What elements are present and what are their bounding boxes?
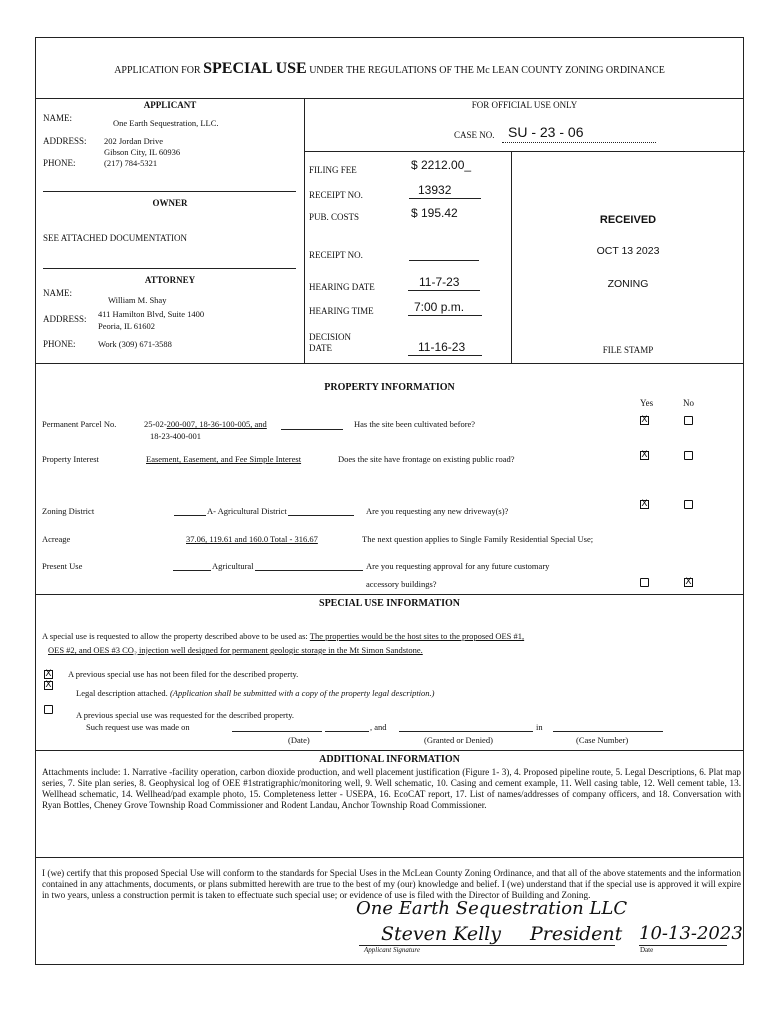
hearing-time-value: 7:00 p.m.: [414, 300, 465, 314]
attorney-name-label: NAME:: [43, 288, 72, 298]
no-previous-filing-checkbox[interactable]: X: [45, 669, 52, 679]
application-form: [35, 37, 744, 965]
attorney-address-label: ADDRESS:: [43, 314, 87, 324]
signature-caption: Applicant Signature: [364, 946, 420, 954]
divider: [43, 191, 296, 192]
parcel-label: Permanent Parcel No.: [42, 419, 117, 429]
case-number-caption: (Case Number): [576, 735, 629, 745]
certification-text: I (we) certify that this proposed Special Use will conform to the standards for Special Uses in the McLean County Zoning Ordinance, and that all of the above statements and the information contained in any attachments, documents, or plans submitted herewith are true to the best of my (our) knowledge and belief. I (we) understand that if the special use is approved it will expire in two years, unless a construction permit is taken to effectuate such special use; or evidence of use is filed with the Director of Building and Zoning.: [42, 868, 741, 900]
divider: [511, 151, 512, 363]
applicant-address-line2: Gibson City, IL 60936: [104, 147, 181, 157]
divider: [36, 857, 743, 858]
filing-fee-label: FILING FEE: [309, 165, 357, 175]
hearing-date-value: 11-7-23: [419, 275, 460, 289]
receipt-no-line: [409, 198, 481, 199]
acreage-value: 37.06, 119.61 and 160.0 Total - 316.67: [186, 534, 318, 544]
q-accessory-no-checkbox[interactable]: X: [685, 577, 692, 587]
granted-denied-field[interactable]: [399, 731, 533, 732]
interest-label: Property Interest: [42, 454, 99, 464]
divider: [36, 750, 743, 751]
granted-caption: (Granted or Denied): [424, 735, 493, 745]
file-stamp-label: FILE STAMP: [602, 345, 654, 355]
zoning-value: A- Agricultural District: [207, 506, 287, 516]
divider: [304, 151, 745, 152]
legal-description-text: Legal description attached. (Application shall be submitted with a copy of the property legal description.): [76, 688, 435, 698]
q-accessory-line1: Are you requesting approval for any future customary: [366, 561, 550, 571]
present-use-line: [173, 570, 363, 571]
special-use-request-line1: A special use is requested to allow the property described above to be used as: The properties would be the host sites to the proposed OES #1,: [42, 631, 525, 641]
receipt-no2-label: RECEIPT NO.: [309, 250, 363, 260]
parcel-line: [281, 429, 343, 430]
applicant-name: One Earth Sequestration, LLC.: [113, 118, 219, 128]
q-frontage-yes-checkbox[interactable]: X: [641, 450, 648, 460]
date-label: Date: [640, 946, 654, 954]
hearing-time-label: HEARING TIME: [309, 306, 374, 316]
property-heading: PROPERTY INFORMATION: [324, 382, 455, 393]
company-signature: One Earth Sequestration LLC: [356, 898, 628, 919]
no-previous-filing-text: A previous special use has not been filed for the described property.: [68, 669, 299, 679]
zoning-label: Zoning District: [42, 506, 95, 516]
filing-fee-value: $ 2212.00_: [411, 158, 472, 172]
made-in-label: in: [536, 722, 543, 732]
parcel-line1: 25-02-200-007, 18-36-100-005, and: [144, 419, 267, 429]
official-heading: FOR OFFICIAL USE ONLY: [471, 100, 578, 110]
made-and-label: , and: [370, 722, 387, 732]
hearing-date-line: [408, 290, 480, 291]
receipt-no-label: RECEIPT NO.: [309, 190, 363, 200]
divider: [36, 98, 743, 99]
pub-costs-value: $ 195.42: [411, 206, 458, 220]
signer-title: President: [530, 923, 623, 945]
q-driveway: Are you requesting any new driveway(s)?: [366, 506, 509, 516]
decision-date-value: 11-16-23: [418, 340, 466, 354]
made-on-label: Such request use was made on: [86, 722, 190, 732]
no-label: No: [683, 398, 694, 408]
divider: [43, 268, 296, 269]
stamp-received: RECEIVED: [599, 214, 657, 226]
stamp-zoning: ZONING: [607, 278, 649, 290]
parcel-line2: 18-23-400-001: [150, 431, 201, 441]
acreage-label: Acreage: [42, 534, 71, 544]
applicant-phone-label: PHONE:: [43, 158, 76, 168]
hearing-date-label: HEARING DATE: [309, 282, 375, 292]
case-number-field[interactable]: [553, 731, 663, 732]
previous-request-text: A previous special use was requested for the described property.: [76, 710, 295, 720]
divider: [36, 363, 743, 364]
signature-date: 10-13-2023: [639, 923, 743, 944]
attorney-phone-label: PHONE:: [43, 339, 76, 349]
made-on-date-field[interactable]: [232, 731, 322, 732]
applicant-address-line1: 202 Jordan Drive: [104, 136, 164, 146]
case-no-value: SU - 23 - 06: [508, 124, 584, 140]
q-single-family-note: The next question applies to Single Family Residential Special Use;: [362, 534, 594, 544]
special-use-heading: SPECIAL USE INFORMATION: [319, 598, 460, 609]
additional-heading: ADDITIONAL INFORMATION: [319, 754, 460, 765]
additional-text: Attachments include: 1. Narrative -facility operation, carbon dioxide production, and well placement justification (Figure 1- 3), 4. Proposed pipeline route, 5. Legal Descriptions, 6. Plat map series, 7. Site plan series, 8. Geophysical log of OEE #1stratigraphic/monitoring well, 9. Well schematic, 10. Casing and cement example, 11. Well casing table, 12. Well cement table, 13. Wellhead schematic, 14. Wellhead/pad example photo, 15. Completeness letter - USEPA, 16. EcoCAT report, 17. List of names/addresses of company officers, and 18. Conversation with Ryan Bottles, Cheney Grove Township Road Commissioner and Rodent Landau, Anchor Township Road Commissioner.: [42, 767, 741, 810]
legal-description-checkbox[interactable]: X: [45, 680, 52, 690]
form-title: APPLICATION FOR SPECIAL USE UNDER THE REGULATIONS OF THE Mc LEAN COUNTY ZONING ORDINANCE: [114, 60, 665, 77]
applicant-name-label: NAME:: [43, 113, 72, 123]
q-frontage-no-checkbox[interactable]: [684, 451, 693, 460]
stamp-date: OCT 13 2023: [596, 245, 660, 257]
receipt-no2-line: [409, 260, 479, 261]
applicant-heading: APPLICANT: [143, 100, 197, 110]
pub-costs-label: PUB. COSTS: [309, 212, 360, 222]
attorney-address-line2: Peoria, IL 61602: [98, 321, 156, 331]
decision-label-1: DECISION: [309, 332, 351, 342]
q-driveway-no-checkbox[interactable]: [684, 500, 693, 509]
signer-signature: Steven Kelly: [381, 923, 501, 945]
date-caption: (Date): [288, 735, 310, 745]
q-cultivated-yes-checkbox[interactable]: X: [641, 415, 648, 425]
q-accessory-line2: accessory buildings?: [366, 579, 437, 589]
q-cultivated: Has the site been cultivated before?: [354, 419, 476, 429]
case-no-label: CASE NO.: [454, 130, 495, 140]
divider: [36, 594, 743, 595]
q-frontage: Does the site have frontage on existing public road?: [338, 454, 515, 464]
special-use-request-line2: OES #2, and OES #3 CO₂ injection well designed for permanent geologic storage in the Mt Simon Sandstone.: [48, 645, 423, 655]
present-use-label: Present Use: [42, 561, 83, 571]
hearing-time-line: [408, 315, 482, 316]
q-driveway-yes-checkbox[interactable]: X: [641, 499, 648, 509]
applicant-phone: (217) 784-5321: [104, 158, 158, 168]
receipt-no-value: 13932: [418, 183, 452, 197]
q-accessory-yes-checkbox[interactable]: [640, 578, 649, 587]
attorney-name: William M. Shay: [108, 295, 167, 305]
case-no-line: [502, 142, 656, 143]
attorney-heading: ATTORNEY: [144, 275, 196, 285]
decision-label-2: DATE: [309, 343, 332, 353]
made-on-year-field[interactable]: [325, 731, 369, 732]
owner-text: SEE ATTACHED DOCUMENTATION: [43, 233, 188, 243]
attorney-address-line1: 411 Hamilton Blvd, Suite 1400: [98, 309, 205, 319]
interest-value: Easement, Easement, and Fee Simple Interest: [146, 454, 302, 464]
yes-label: Yes: [640, 398, 654, 408]
decision-date-line: [408, 355, 482, 356]
attorney-phone: Work (309) 671-3588: [98, 339, 172, 349]
present-use-value: Agricultural: [212, 561, 254, 571]
applicant-address-label: ADDRESS:: [43, 136, 87, 146]
divider: [304, 98, 305, 363]
previous-request-checkbox[interactable]: [44, 705, 53, 714]
q-cultivated-no-checkbox[interactable]: [684, 416, 693, 425]
owner-heading: OWNER: [152, 198, 188, 208]
